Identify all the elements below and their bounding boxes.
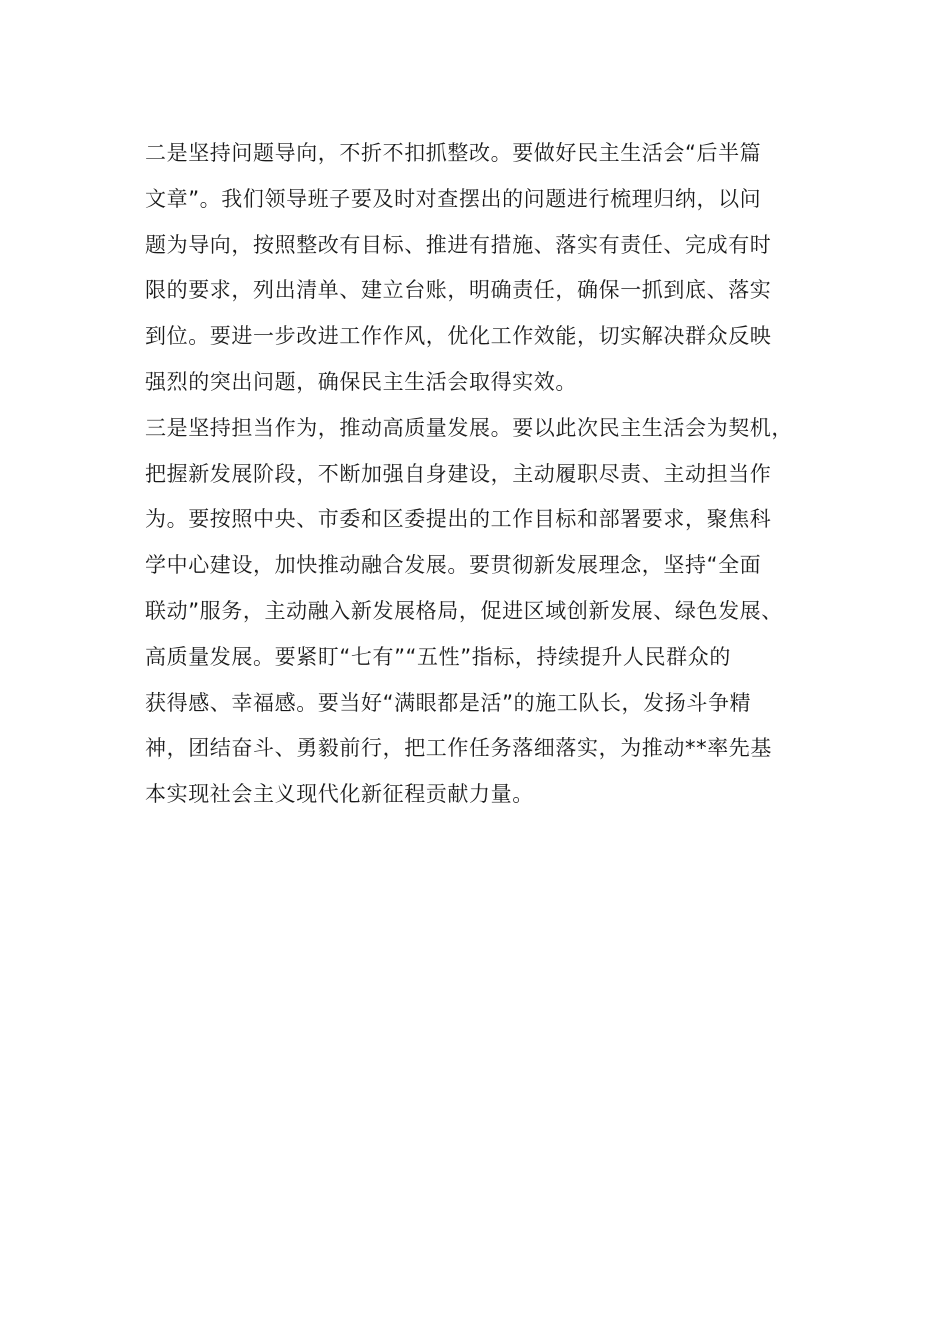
paragraph-problem-orientation	[145, 131, 825, 406]
paragraph-responsibility	[145, 406, 825, 818]
text-line: 联动”服务，主动融入新发展格局，促进区域创新发展、绿色发展、	[145, 598, 783, 623]
text-line: 为。要按照中央、市委和区委提出的工作目标和部署要求，聚焦科	[145, 507, 772, 532]
text-line: 高质量发展。要紧盯“七有”“五性”指标，持续提升人民群众的	[145, 644, 731, 669]
text-line: 强烈的突出问题，确保民主生活会取得实效。	[145, 369, 577, 394]
text-line: 限的要求，列出清单、建立台账，明确责任，确保一抓到底、落实	[145, 278, 772, 303]
text-line: 题为导向，按照整改有目标、推进有措施、落实有责任、完成有时	[145, 232, 772, 257]
text-line: 把握新发展阶段，不断加强自身建设，主动履职尽责、主动担当作	[145, 461, 772, 486]
text-line: 三是坚持担当作为，推动高质量发展。要以此次民主生活会为契机，	[145, 415, 793, 440]
text-line: 获得感、幸福感。要当好“满眼都是活”的施工队长，发扬斗争精	[145, 690, 752, 715]
text-line: 到位。要进一步改进工作作风，优化工作效能，切实解决群众反映	[145, 324, 772, 349]
text-line: 本实现社会主义现代化新征程贡献力量。	[145, 782, 534, 807]
text-line: 学中心建设，加快推动融合发展。要贯彻新发展理念，坚持“全面	[145, 553, 762, 578]
text-line: 神，团结奋斗、勇毅前行，把工作任务落细落实，为推动**率先基	[145, 736, 772, 761]
text-line: 文章”。我们领导班子要及时对查摆出的问题进行梳理归纳，以问	[145, 186, 762, 211]
text-line: 二是坚持问题导向，不折不扣抓整改。要做好民主生活会“后半篇	[145, 141, 762, 165]
document-body	[145, 131, 825, 818]
